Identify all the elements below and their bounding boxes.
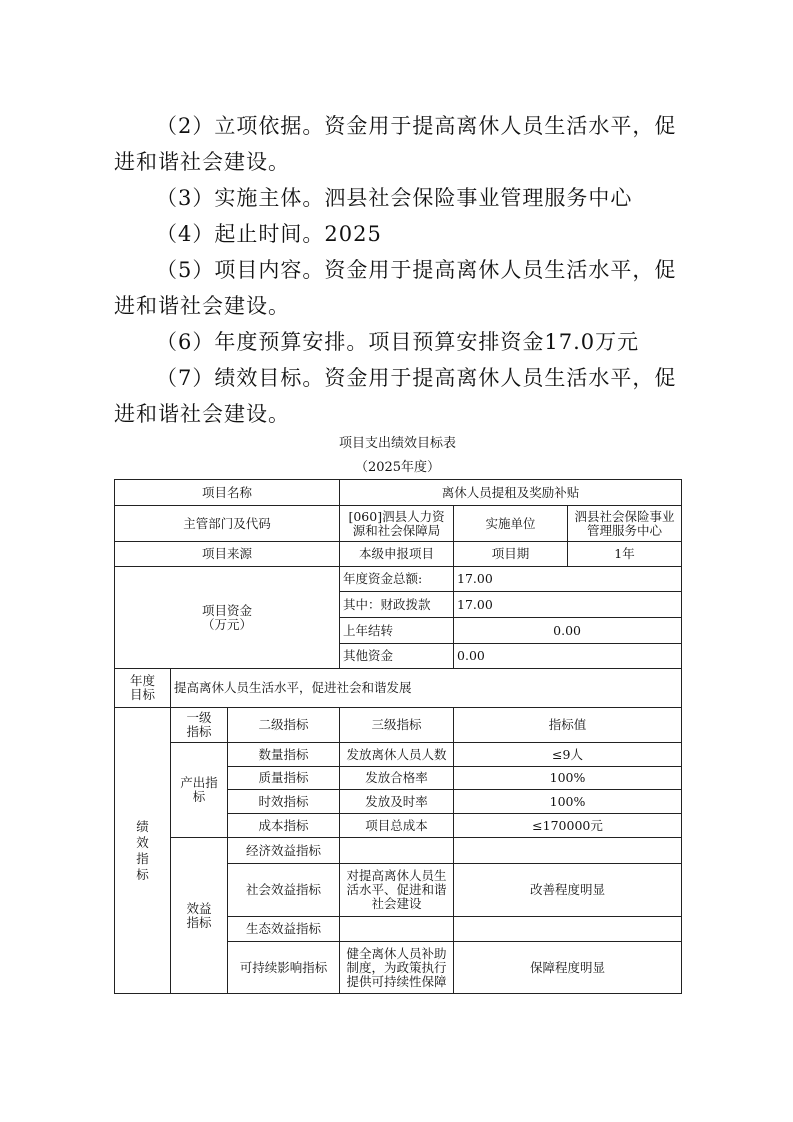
impl-value: 泗县社会保险事业管理服务中心 xyxy=(568,506,682,542)
funds-other-label: 其他资金 xyxy=(340,644,454,669)
table-title: 项目支出绩效目标表 xyxy=(338,436,456,451)
table-row xyxy=(115,567,682,592)
perf-indicators-text: 绩效指标 xyxy=(136,818,149,882)
benefit-l2: 生态效益指标 xyxy=(228,917,340,942)
output-indicators-text: 产出指标 xyxy=(180,775,218,804)
project-name-value: 离休人员提租及奖励补贴 xyxy=(340,480,682,506)
paragraph-budget: （6）年度预算安排。项目预算安排资金17.0万元 xyxy=(156,330,640,354)
header-level2: 二级指标 xyxy=(228,708,340,743)
benefit-indicators-text: 效益指标 xyxy=(186,900,212,930)
output-l2: 质量指标 xyxy=(228,767,340,790)
output-l2: 时效指标 xyxy=(228,790,340,814)
goal-label-text: 年度目标 xyxy=(129,673,155,702)
performance-table xyxy=(114,479,682,994)
goal-label xyxy=(115,669,171,708)
period-label: 项目期 xyxy=(454,542,568,567)
benefit-value xyxy=(454,838,682,864)
benefit-l3 xyxy=(340,917,454,942)
funds-fiscal-label: 其中：财政拨款 xyxy=(340,592,454,618)
paragraph-basis: （2）立项依据。资金用于提高离休人员生活水平，促进和谐社会建设。 xyxy=(114,114,677,174)
funds-carryover-value: 0.00 xyxy=(454,618,682,644)
header-level3: 三级指标 xyxy=(340,708,454,743)
benefit-value: 保障程度明显 xyxy=(454,942,682,994)
output-l3: 发放及时率 xyxy=(340,790,454,814)
benefit-indicators-label xyxy=(171,838,228,994)
benefit-l3 xyxy=(340,838,454,864)
table-row xyxy=(115,480,682,506)
source-value: 本级申报项目 xyxy=(340,542,454,567)
paragraph-goal: （7）绩效目标。资金用于提高离休人员生活水平，促进和谐社会建设。 xyxy=(114,366,677,426)
benefit-l2: 经济效益指标 xyxy=(228,838,340,864)
dept-value: [060]泗县人力资源和社会保障局 xyxy=(340,506,454,542)
benefit-l3: 对提高离休人员生活水平、促进和谐社会建设 xyxy=(340,864,454,917)
perf-indicators-label xyxy=(115,708,171,994)
paragraph-duration: （4）起止时间。2025 xyxy=(156,222,382,246)
goal-value: 提高离休人员生活水平，促进社会和谐发展 xyxy=(171,669,682,708)
funds-other-value: 0.00 xyxy=(454,644,682,669)
project-name-label: 项目名称 xyxy=(115,480,340,506)
output-value: ≤9人 xyxy=(454,743,682,767)
funds-carryover-label: 上年结转 xyxy=(340,618,454,644)
header-value: 指标值 xyxy=(454,708,682,743)
header-level1-text: 一级指标 xyxy=(186,710,212,739)
output-l3: 发放离休人员人数 xyxy=(340,743,454,767)
table-row xyxy=(115,669,682,708)
dept-label: 主管部门及代码 xyxy=(115,506,340,542)
output-l3: 发放合格率 xyxy=(340,767,454,790)
funds-total-value: 17.00 xyxy=(454,567,682,592)
table-row xyxy=(115,708,682,743)
header-level1 xyxy=(171,708,228,743)
benefit-l2: 社会效益指标 xyxy=(228,864,340,917)
benefit-l2: 可持续影响指标 xyxy=(228,942,340,994)
table-row xyxy=(115,838,682,864)
funds-total-label: 年度资金总额: xyxy=(340,567,454,592)
table-year: （2025年度） xyxy=(354,460,441,475)
output-value: 100% xyxy=(454,767,682,790)
funds-label xyxy=(115,567,340,669)
funds-fiscal-value: 17.00 xyxy=(454,592,682,618)
output-value: ≤170000元 xyxy=(454,814,682,838)
funds-label-text: 项目资金（万元） xyxy=(201,602,252,632)
benefit-value xyxy=(454,917,682,942)
output-indicators-label xyxy=(171,743,228,838)
table-row xyxy=(115,542,682,567)
paragraph-implementer: （3）实施主体。泗县社会保险事业管理服务中心 xyxy=(156,186,633,210)
table-row xyxy=(115,506,682,542)
output-l2: 数量指标 xyxy=(228,743,340,767)
source-label: 项目来源 xyxy=(115,542,340,567)
table-row xyxy=(115,743,682,767)
impl-label: 实施单位 xyxy=(454,506,568,542)
paragraph-content: （5）项目内容。资金用于提高离休人员生活水平，促进和谐社会建设。 xyxy=(114,258,677,318)
benefit-l3: 健全离休人员补助制度，为政策执行提供可持续性保障 xyxy=(340,942,454,994)
output-value: 100% xyxy=(454,790,682,814)
output-l3: 项目总成本 xyxy=(340,814,454,838)
output-l2: 成本指标 xyxy=(228,814,340,838)
benefit-value: 改善程度明显 xyxy=(454,864,682,917)
period-value: 1年 xyxy=(568,542,682,567)
